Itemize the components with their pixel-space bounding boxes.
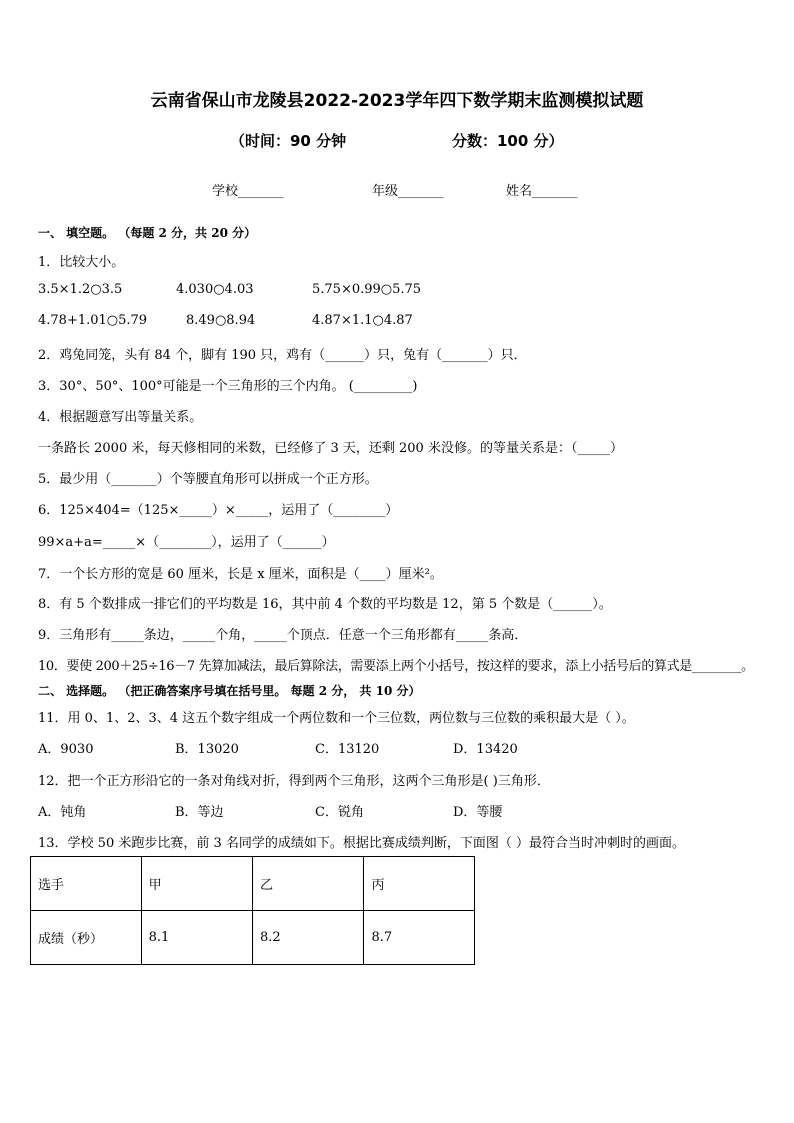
question-3: 3．30°、50°、100°可能是一个三角形的三个内角。 (_________) <box>38 379 418 394</box>
table-header-cell: 选手 <box>31 857 142 911</box>
question-11: 11．用 0、1、2、3、4 这五个数字组成一个两位数和一个三位数，两位数与三位数的乘积最大是（ ）。 <box>38 711 635 726</box>
school-field: 学校_______ <box>212 184 284 199</box>
q12-option-c: C．锐角 <box>315 805 364 820</box>
section-heading-fill-blank: 一、 填空题。 （每题 2 分，共 20 分） <box>38 226 257 240</box>
question-2: 2．鸡兔同笼，头有 84 个，脚有 190 只，鸡有（______）只，兔有（_______）只． <box>38 348 527 363</box>
question-5: 5．最少用（_______）个等腰直角形可以拼成一个正方形。 <box>38 472 378 487</box>
table-header-cell: 乙 <box>253 857 364 911</box>
q12-option-d: D．等腰 <box>453 805 503 820</box>
question-8: 8．有 5 个数排成一排它们的平均数是 16，其中前 4 个数的平均数是 12，第 5 个数是（______）。 <box>38 597 612 612</box>
table-row <box>31 857 475 911</box>
results-table <box>30 856 475 965</box>
table-cell: 8.1 <box>141 911 252 965</box>
question-13: 13．学校 50 米跑步比赛，前 3 名同学的成绩如下。根据比赛成绩判断，下面图（ ）最符合当时冲刺时的画面。 <box>38 836 686 851</box>
name-field: 姓名_______ <box>506 184 578 199</box>
question-10: 10．要使 200＋25÷16－7 先算加减法，最后算除法，需要添上两个小括号，按这样的要求，添上小括号后的算式是________。 <box>38 659 754 674</box>
q1-item: 4.030○4.03 <box>176 282 254 297</box>
q1-item: 4.87×1.1○4.87 <box>312 313 413 328</box>
grade-field: 年级_______ <box>372 184 444 199</box>
q1-item: 8.49○8.94 <box>186 313 256 328</box>
question-4: 4．根据题意写出等量关系。 <box>38 410 203 425</box>
question-6: 6．125×404=（125×_____）×_____，运用了（________） <box>38 503 399 518</box>
question-4-text: 一条路长 2000 米，每天修相同的米数，已经修了 3 天，还剩 200 米没修。的等量关系是：（_____） <box>38 441 623 456</box>
q12-option-a: A．钝角 <box>38 805 87 820</box>
question-6-b: 99×a+a=_____×（________），运用了（______） <box>38 535 335 550</box>
question-12: 12．把一个正方形沿它的一条对角线对折，得到两个三角形，这两个三角形是( )三角形． <box>38 774 550 789</box>
q1-item: 4.78+1.01○5.79 <box>38 313 148 328</box>
question-7: 7．一个长方形的宽是 60 厘米，长是 x 厘米，面积是（____）厘米²。 <box>38 567 443 582</box>
q11-option-d: D．13420 <box>453 742 518 757</box>
exam-time: （时间：90 分钟 <box>230 132 347 150</box>
section-heading-choice: 二、 选择题。 （把正确答案序号填在括号里。 每题 2 分， 共 10 分） <box>38 684 421 698</box>
q12-option-b: B．等边 <box>175 805 224 820</box>
q11-option-b: B．13020 <box>175 742 239 757</box>
table-cell: 8.7 <box>364 911 475 965</box>
question-9: 9．三角形有_____条边，_____个角，_____个顶点．任意一个三角形都有_____条高． <box>38 628 528 643</box>
question-1: 1．比较大小。 <box>38 255 125 270</box>
table-header-cell: 甲 <box>141 857 252 911</box>
q1-item: 5.75×0.99○5.75 <box>312 282 422 297</box>
table-row <box>31 911 475 965</box>
q11-option-c: C．13120 <box>315 742 380 757</box>
q11-option-a: A．9030 <box>38 742 94 757</box>
exam-title: 云南省保山市龙陵县2022-2023学年四下数学期末监测模拟试题 <box>150 91 644 111</box>
exam-score: 分数：100 分） <box>452 132 564 150</box>
table-cell: 8.2 <box>253 911 364 965</box>
table-cell: 成绩（秒） <box>31 911 142 965</box>
table-header-cell: 丙 <box>364 857 475 911</box>
q1-item: 3.5×1.2○3.5 <box>38 282 123 297</box>
